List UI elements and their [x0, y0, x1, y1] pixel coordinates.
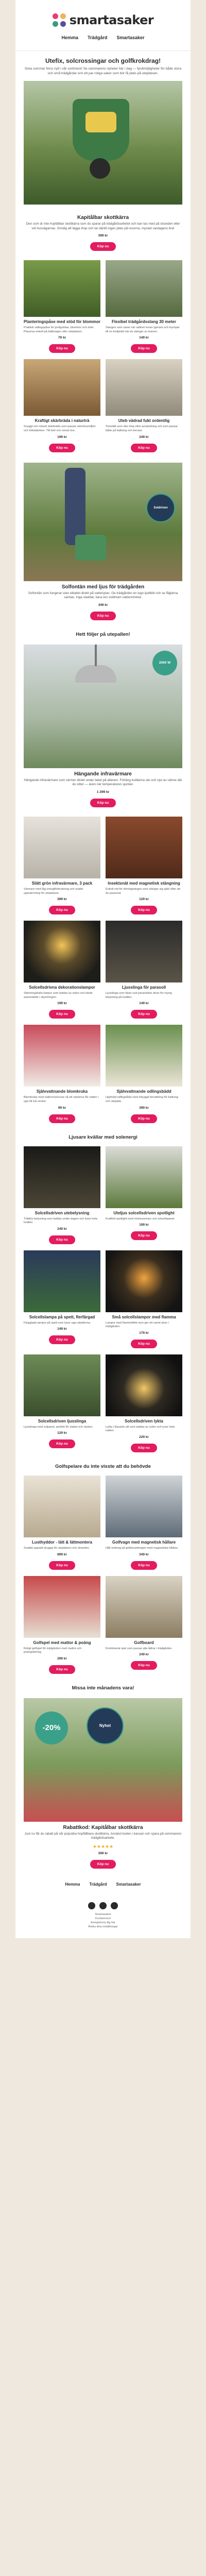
feature-title: Hängande infravärmare [74, 771, 132, 777]
product-grid-3 [15, 1143, 191, 1459]
buy-button[interactable]: Köp nu [131, 344, 157, 353]
product-title: Planteringspåse med stöd för blommor [24, 319, 100, 325]
hero-section [15, 51, 191, 208]
buy-button[interactable]: Köp nu [49, 1010, 75, 1019]
product-price: 129 kr [139, 897, 149, 902]
footer-nav-gadgets[interactable]: Smartasaker [116, 1882, 141, 1887]
product-title: Golfvagn med magnetisk hållare [112, 1540, 176, 1545]
product-title: Lusthyddor - lätt & lättmontera [32, 1540, 92, 1545]
hero-text: Sista sommar finns nytt i vår sortiment! Se sommarens nyheter här i dag — fyndmöjligheter för både stora och små trädgårdar och ett par roliga saker som bör få plats på uteplatsen. [24, 67, 182, 75]
product-image[interactable] [24, 1476, 100, 1537]
product-card [106, 1250, 182, 1354]
section-title-lights: Ljusare kvällar med solenergi [68, 1134, 138, 1140]
buy-button[interactable]: Köp nu [131, 1114, 157, 1123]
new-badge: Nyhet [87, 1707, 124, 1744]
feature-price: 399 kr [98, 234, 108, 238]
section-title-hot: Hett följer på utepallen! [76, 631, 130, 637]
product-image[interactable] [106, 1250, 182, 1312]
product-image[interactable] [24, 1576, 100, 1638]
nav-item-home[interactable]: Hemma [61, 35, 78, 40]
product-text: Snyggt och robust skärbräda som passar utomhusmiljön och köksbänken. Tål fukt och smuts bra. [24, 425, 96, 432]
footer-nav-home[interactable]: Hemma [65, 1882, 80, 1887]
buy-button[interactable]: Köp nu [49, 1114, 75, 1123]
product-card [24, 1250, 100, 1354]
product-price: 249 kr [139, 435, 149, 439]
buy-button[interactable]: Köp nu [131, 1444, 157, 1452]
product-title: Uteljus solcellsdriven spotlight [113, 1210, 175, 1215]
product-text: Lykta i klassisk stil som laddas av solen och lyser hela natten. [106, 1425, 175, 1433]
buy-button[interactable]: Köp nu [49, 1439, 75, 1448]
product-text: Torkställ som viks ihop efter användning och som passar både på balkong och terrass. [106, 425, 178, 432]
product-text: Trådlös belysning som laddas under dagen och lyser hela kvällen. [24, 1217, 97, 1225]
product-title: Kraftigt skärbräda i naturträ [35, 418, 90, 423]
product-image[interactable] [106, 921, 182, 982]
product-card [106, 1476, 182, 1576]
buy-button[interactable]: Köp nu [49, 344, 75, 353]
product-price: 349 kr [139, 1552, 149, 1556]
feature-title: Solfontän med ljus för trädgården [61, 584, 145, 590]
product-card [24, 359, 100, 458]
product-title: Självvattnande odlingsbädd [116, 1089, 171, 1094]
product-price: 79 kr [58, 336, 66, 340]
product-grid-4 [15, 1472, 191, 1680]
buy-button[interactable]: Köp nu [49, 1335, 75, 1344]
hero-image[interactable] [24, 81, 182, 205]
product-card [24, 260, 100, 359]
product-card [24, 817, 100, 921]
product-title: Uteb vädrad fukt ordentlig [118, 418, 170, 423]
heater-shape [75, 665, 116, 683]
section-title-deal: Missa inte månadens vara! [72, 1685, 134, 1691]
product-price: 399 kr [57, 897, 67, 902]
nav-item-gadgets[interactable]: Smartasaker [116, 35, 145, 40]
product-card [24, 1476, 100, 1576]
product-image[interactable] [106, 1476, 182, 1537]
hero-title: Utefix, solcrossingar och golfkrokdrag! [45, 57, 161, 64]
product-text: Roligt golfspel för trädgården med mattor och poängräkning. [24, 1647, 82, 1654]
discount-badge: -20% [35, 1711, 68, 1744]
product-text: Kraftfull spotlight med rörelsesensor och solcellspanel. [106, 1217, 175, 1221]
header-nav [15, 35, 191, 40]
feature-text: Den som är inte hopfällbar skottkärra som du sparar på trädgårdsarbetet och kan tas med på stranden eller vid husvägarnas. Smidig att lägga ihop och tar därtill ingen plats på resorna, mycket vardagens bra! [26, 222, 180, 230]
product-card [106, 1146, 182, 1250]
footer-unsubscribe-link[interactable]: Avregistrera dig här [91, 1921, 115, 1925]
feature-title: Rabattkod: Kapitålbar skottkärra [63, 1824, 143, 1831]
buy-button[interactable]: Köp nu [49, 906, 75, 914]
person-shape [65, 468, 85, 545]
product-card [106, 1025, 182, 1129]
product-card [106, 1354, 182, 1459]
watering-can-shape [75, 535, 106, 561]
nav-item-garden[interactable]: Trädgård [87, 35, 108, 40]
product-text: Stämningsfulla lampor som laddas av solen och tänds automatiskt i skymningen. [24, 992, 93, 999]
product-price: 299 kr [57, 1656, 67, 1660]
product-image[interactable] [24, 817, 100, 878]
wheelbarrow-handle-shape [85, 112, 116, 132]
product-price: 249 kr [139, 1653, 149, 1657]
product-image[interactable] [106, 817, 182, 878]
buy-button[interactable]: Köp nu [90, 1860, 116, 1869]
product-card [24, 1354, 100, 1459]
product-image[interactable] [106, 1146, 182, 1208]
product-title: Insektsnät med magnetisk stängning [108, 880, 180, 886]
product-price: 149 kr [139, 336, 149, 340]
product-text: Håll ordning på golfutrustningen med magnetiska hållare. [106, 1547, 179, 1550]
buy-button[interactable]: Köp nu [49, 1561, 75, 1570]
feature-image[interactable] [24, 1698, 182, 1822]
section-title-golf: Golfspelare du inte visste att du behövde [55, 1464, 151, 1470]
product-title: Slätt grön infravärmare, 3 pack [31, 880, 93, 886]
facebook-icon[interactable] [88, 1902, 95, 1909]
buy-button[interactable]: Köp nu [90, 242, 116, 251]
feature-image[interactable] [24, 645, 182, 768]
product-price: 99 kr [58, 1106, 66, 1110]
tiktok-icon[interactable] [111, 1902, 118, 1909]
feature-wheelbarrow [15, 208, 191, 257]
brand-logo[interactable] [15, 0, 191, 35]
product-image[interactable] [106, 1354, 182, 1416]
product-card [106, 359, 182, 458]
feature-heater [15, 640, 191, 814]
product-price: 199 kr [57, 435, 67, 439]
feature-badge: 2000 W [152, 651, 177, 675]
product-title: Flexibel trädgårdsslang 30 meter [112, 319, 176, 325]
product-image[interactable] [24, 1250, 100, 1312]
instagram-icon[interactable] [99, 1902, 107, 1909]
product-image[interactable] [24, 1354, 100, 1416]
product-image[interactable] [24, 1025, 100, 1087]
footer-nav [15, 1875, 191, 1892]
product-price: 249 kr [57, 1227, 67, 1231]
product-card [24, 1146, 100, 1250]
product-image[interactable] [24, 921, 100, 982]
product-image[interactable] [24, 1146, 100, 1208]
buy-button[interactable]: Köp nu [131, 1340, 157, 1348]
product-image[interactable] [106, 1025, 182, 1087]
product-grid-1 [15, 257, 191, 458]
footer-nav-garden[interactable]: Trädgård [89, 1882, 107, 1887]
product-card [106, 1576, 182, 1680]
feature-text: Hängande infravärmare som värmer direkt under taket på altanen. Förläng kvällarna ute och njut av värme där du sitter — även när temperaturen sjunker. [24, 778, 182, 787]
product-title: Solcellsdrivna dekorationslampor [29, 985, 95, 990]
header [15, 0, 191, 51]
feature-text: Just nu får du rabatt på vår populära hopfällbara skottkärra. Använd koden i kassan och spara på sommarens trädgårdsarbete. [24, 1832, 182, 1840]
product-card [106, 260, 182, 359]
buy-button[interactable]: Köp nu [131, 1561, 157, 1570]
product-text: Slangen som växer när vattnet rinner igenom och krymper till en tredjedel när du stänger av kranen. [106, 326, 180, 333]
product-card [24, 1576, 100, 1680]
feature-price: 349 kr [98, 603, 108, 607]
buy-button[interactable]: Köp nu [131, 1661, 157, 1670]
social-icons [15, 1902, 191, 1909]
product-title: Solcellsdriven ljusslinga [38, 1418, 87, 1423]
brand-name: smartasaker [69, 13, 154, 27]
product-text: Färgglada lampor på spett som lyser upp rabatterna. [24, 1321, 91, 1325]
feature-price: 1 299 kr [96, 790, 110, 794]
product-text: Praktisk odlingspåse för jordgubbar, blommor och örter. Placeras enkelt på balkongen eller uteplatsen. [24, 326, 95, 333]
buy-button[interactable]: Köp nu [49, 1665, 75, 1674]
buy-button[interactable]: Köp nu [49, 444, 75, 452]
product-card [24, 921, 100, 1025]
email-container [15, 0, 191, 1938]
product-text: Enkelt nät för dörröppningen som stänger sig själv efter att du passerat. [106, 887, 180, 895]
product-title: Golfspel med mattor & poäng [33, 1640, 91, 1645]
product-title: Solcellslampa på spett, flerfärgad [29, 1314, 95, 1319]
footer-customer-service-link[interactable]: Kundservice [95, 1917, 111, 1921]
buy-button[interactable]: Köp nu [131, 444, 157, 452]
product-card [106, 921, 182, 1025]
feature-solar-fountain [15, 459, 191, 626]
product-title: Små solcellslampor med flamma [112, 1314, 176, 1319]
product-text: Värmare med låg energiförbrukning och snabb uppvärmning för uteplatsen. [24, 887, 83, 895]
feature-badge: Soldriven [146, 494, 175, 522]
buy-button[interactable]: Köp nu [90, 612, 116, 620]
product-price: 149 kr [139, 1002, 149, 1006]
feature-deal [15, 1694, 191, 1875]
product-text: Snabbt uppsatt skugga för uteplatsen och stranden. [24, 1547, 90, 1550]
product-text: Lampor med flammeffekt som ger ett varmt sken i trädgården. [106, 1321, 169, 1329]
rating-stars-icon: ★★★★★ [92, 1844, 114, 1850]
footer [15, 1892, 191, 1938]
product-price: 229 kr [139, 1435, 149, 1439]
product-price: 129 kr [57, 1431, 67, 1435]
product-title: Ljusslinga för parasoll [122, 985, 166, 990]
buy-button[interactable]: Köp nu [131, 1010, 157, 1019]
buy-button[interactable]: Köp nu [131, 906, 157, 914]
feature-text: Solfontän som fungerar utan elkabel direkt på vattenytan. Ge trädgården en lugn ljudbild och se fåglarna samlas. Inga sladdar, bara ren soldriven vattenrörelse. [28, 591, 178, 600]
footer-company: Smartasaker [95, 1913, 111, 1917]
product-image[interactable] [106, 1576, 182, 1638]
product-card [24, 1025, 100, 1129]
buy-button[interactable]: Köp nu [131, 1231, 157, 1240]
product-price: 199 kr [57, 1002, 67, 1006]
feature-title: Kapitålbar skottkärra [77, 215, 129, 221]
footer-settings-link[interactable]: Ändra dina inställningar [88, 1925, 118, 1929]
wheel-shape [90, 158, 110, 179]
product-image[interactable] [24, 260, 100, 317]
product-text: Kombinerat spel som passar alla åldrar i trädgården. [106, 1647, 173, 1650]
product-text: Blomkruka med vattenreservoar så att växterna får vatten i upp till två veckor. [24, 1096, 99, 1103]
product-price: 199 kr [139, 1223, 149, 1227]
buy-button[interactable]: Köp nu [49, 1235, 75, 1244]
product-title: Golfboard [134, 1640, 154, 1645]
product-title: Självvattnande blomkruka [36, 1089, 88, 1094]
feature-price: 399 kr [98, 1852, 108, 1856]
feature-image[interactable] [24, 463, 182, 581]
product-image[interactable] [106, 359, 182, 416]
product-price: 899 kr [57, 1552, 67, 1556]
product-title: Solcellsdriven lykta [125, 1418, 163, 1423]
logo-mark-icon [53, 13, 66, 27]
product-title: Solcellsdriven utebelysning [35, 1210, 90, 1215]
product-image[interactable] [24, 359, 100, 416]
product-price: 149 kr [57, 1327, 67, 1331]
product-grid-2 [15, 814, 191, 1129]
product-card [106, 817, 182, 921]
product-text: Ljusslinga som fästs runt parasollets ekrar för mysig belysning på kvällen. [106, 992, 172, 999]
product-text: Ljusslinga med solpanel, perfekt för staket och räcken. [24, 1425, 93, 1429]
buy-button[interactable]: Köp nu [90, 799, 116, 807]
product-price: 399 kr [139, 1106, 149, 1110]
product-text: Upphöjd odlingslåda med inbyggd bevattning för balkong och uteplats. [106, 1096, 178, 1103]
heater-chain-shape [95, 645, 97, 666]
product-image[interactable] [106, 260, 182, 317]
product-price: 179 kr [139, 1331, 149, 1335]
